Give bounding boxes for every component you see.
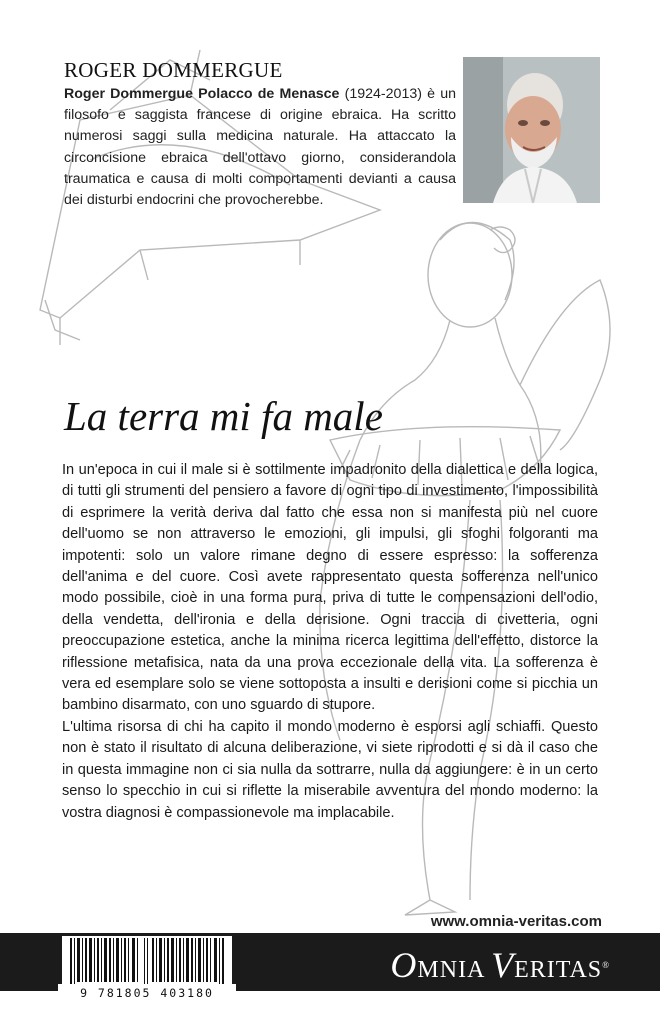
blurb-paragraph-2: L'ultima risorsa di chi ha capito il mondo moderno è esporsi agli schiaffi. Questo non è stato il risultato di alcuna deliberazione, vi siete riprodotti e si dà il caso che in questa immagine non ci sia nulla da sottrarre, nulla da aggiungere: è in un certo senso lo specchio in cui si riflette la miserabile avventura del mondo moderno: la vostra diagnosi è compassionevole ma implacabile. [62,719,598,821]
bottom-margin [0,1002,660,1020]
author-bio-name: Roger Dommergue Polacco de Menasce [64,86,340,102]
publisher-logo-eritas: ERITAS [514,957,603,983]
publisher-website: www.omnia-veritas.com [430,913,602,930]
author-bio-text: (1924-2013) è un filosofo e saggista francese di origine ebraica. Ha scritto numerosi saggi sulla medicina naturale. Ha attaccato la circoncisione ebraica dell'ottavo giorno, considerandola traumatica e causa di molti comportamenti devianti a causa dei disturbi endocrini che provocherebbe. [64,86,457,209]
publisher-logo [390,944,610,986]
author-name: ROGER DOMMERGUE [64,58,283,82]
publisher-logo-o: O [390,945,418,985]
blurb-paragraph-1: In un'epoca in cui il male si è sottilmente impadronito della dialettica e della logica, di tutti gli strumenti del pensiero a favore di ogni tipo di investimento, l'impossibilità di esprimere la verità deriva dal fatto che essa non si manifesta più nel cuore dell'uomo se non attraverso le emozioni, gli impulsi, gli sfoghi folgoranti ma impotenti: solo un valore rimane degno di essere espresso: la sofferenza dell'anima e del cuore. Così avete rappresentato questa sofferenza nell'unico modo possibile, cioè in una forma pura, priva di tutte le compensazioni dell'odio, della vendetta, dell'ironia e della derisione. Ogni traccia di civetteria, ogni preoccupazione estetica, anche la minima ricerca legittima dell'effetto, distorce la riflessione metafisica, nata da una prova eccezionale della vita. La sofferenza è vera ed esemplare solo se viene sottoposta a insulti e derisioni come si picchia un bambino disarmato, con uno sguardo di stupore. [62,462,598,714]
isbn-barcode [62,936,232,986]
barcode-icon [62,936,232,986]
author-photo [463,57,600,203]
isbn-number-text: 9 781805 403180 [80,986,214,1000]
book-title: La terra mi fa male [64,393,383,439]
publisher-logo-mnia: MNIA [417,957,492,983]
publisher-logo-v: V [491,945,515,985]
isbn-number [62,986,232,1000]
author-portrait-image [463,57,600,203]
registered-mark: ® [602,960,610,970]
author-bio [64,84,456,211]
